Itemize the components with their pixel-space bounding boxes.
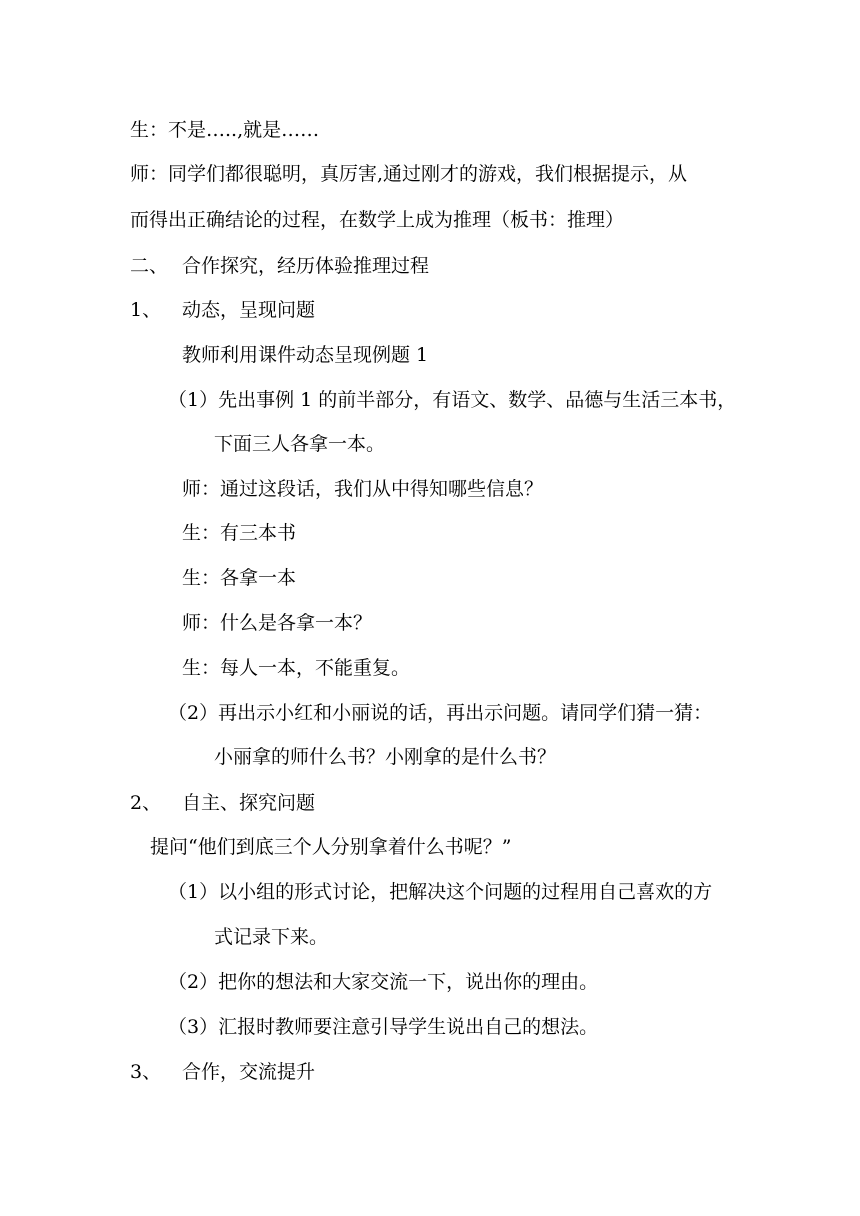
line-text: （1）先出事例 1 的前半部分，有语文、数学、品德与生活三本书， <box>168 389 737 411</box>
list-item-3-continued <box>214 925 328 949</box>
subsection-title: 动态，呈现问题 <box>182 299 316 321</box>
line-text: （1）以小组的形式讨论，把解决这个问题的过程用自己喜欢的方 <box>168 881 713 903</box>
list-item-4 <box>168 970 598 994</box>
paragraph-line <box>182 343 428 367</box>
list-item-1 <box>168 388 736 412</box>
list-item-1-continued <box>214 432 385 456</box>
line-text: 式记录下来。 <box>214 926 329 948</box>
subsection-number: 1、 <box>130 299 162 321</box>
dialogue-line-student-1 <box>130 118 319 142</box>
line-text: （2）把你的想法和大家交流一下，说出你的理由。 <box>168 971 599 993</box>
subsection-title: 合作，交流提升 <box>182 1061 316 1083</box>
dialogue-line-teacher-3 <box>182 611 372 635</box>
list-item-2 <box>168 701 712 725</box>
dialogue-line-teacher-1 <box>130 162 687 186</box>
list-item-3 <box>168 880 712 904</box>
line-text: （2）再出示小红和小丽说的话，再出示问题。请同学们猜一猜： <box>168 702 713 724</box>
line-text: 生：每人一本，不能重复。 <box>182 657 411 679</box>
line-text: 师：通过这段话，我们从中得知哪些信息？ <box>182 478 544 500</box>
line-text: 生：有三本书 <box>182 522 297 544</box>
line-text: 下面三人各拿一本。 <box>214 433 386 455</box>
question-line <box>150 835 511 859</box>
subsection-number: 2、 <box>130 792 162 814</box>
list-item-5 <box>168 1015 598 1039</box>
line-text: 小丽拿的师什么书？小刚拿的是什么书？ <box>214 746 557 768</box>
line-text: （3）汇报时教师要注意引导学生说出自己的想法。 <box>168 1016 599 1038</box>
subsection-heading-1 <box>130 298 315 322</box>
dialogue-line-student-2 <box>182 521 296 545</box>
line-text: 而得出正确结论的过程，在数学上成为推理（板书：推理） <box>130 209 625 231</box>
line-text: 提问“他们到底三个人分别拿着什么书呢？” <box>150 836 512 858</box>
subsection-number: 3、 <box>130 1061 162 1083</box>
list-item-2-continued <box>214 745 556 769</box>
section-heading-2 <box>130 254 429 278</box>
subsection-title: 自主、探究问题 <box>182 792 316 814</box>
subsection-heading-3 <box>130 1060 315 1084</box>
section-number: 二、 <box>130 255 169 277</box>
dialogue-line-student-3 <box>182 566 296 590</box>
line-text: 教师利用课件动态呈现例题 1 <box>182 344 429 366</box>
line-text: 师：同学们都很聪明，真厉害,通过刚才的游戏，我们根据提示，从 <box>130 163 688 185</box>
line-text: 师：什么是各拿一本？ <box>182 612 373 634</box>
line-text: 生：各拿一本 <box>182 567 297 589</box>
dialogue-line-teacher-1-continued <box>130 208 624 232</box>
line-text: 生：不是…..,就是…… <box>130 119 320 141</box>
subsection-heading-2 <box>130 791 315 815</box>
section-title: 合作探究，经历体验推理过程 <box>182 255 430 277</box>
dialogue-line-student-4 <box>182 656 410 680</box>
dialogue-line-teacher-2 <box>182 477 543 501</box>
